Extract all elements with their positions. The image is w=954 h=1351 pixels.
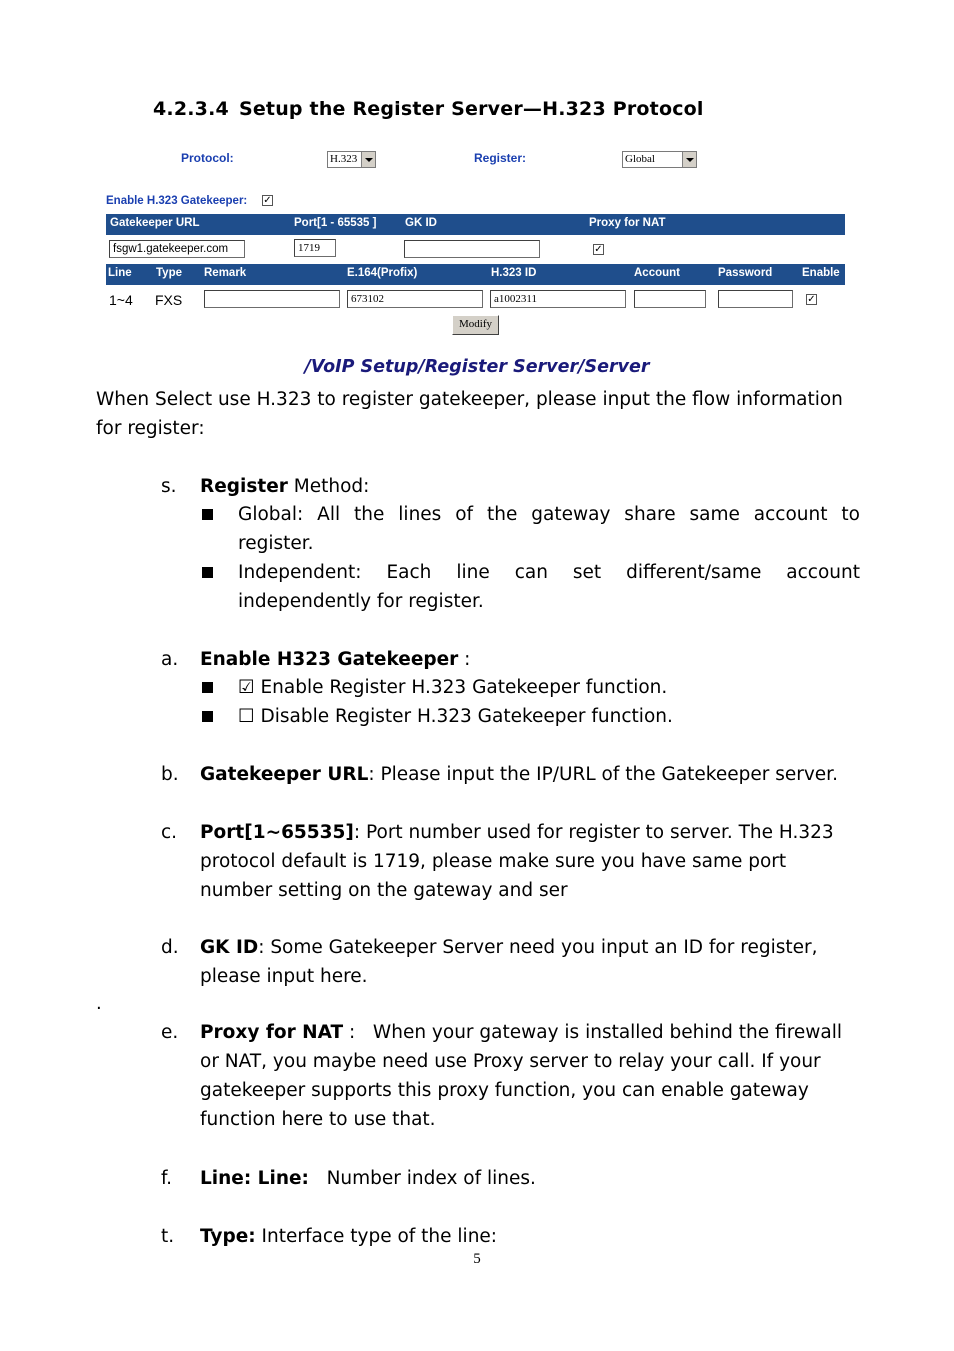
item-term: Enable H323 Gatekeeper — [200, 649, 459, 670]
remark-input[interactable] — [204, 290, 340, 308]
item-text: Interface type of the line: — [255, 1226, 498, 1247]
item-text: Number index of lines. — [326, 1168, 536, 1189]
line-header-bar — [106, 264, 845, 285]
col-type: Type — [156, 267, 182, 279]
item-term: Line: Line: — [200, 1168, 309, 1189]
item-marker: c. — [161, 822, 178, 843]
register-server-panel — [105, 143, 847, 343]
col-e164: E.164(Profix) — [347, 267, 418, 279]
col-remark: Remark — [204, 267, 247, 279]
col-gk-id: GK ID — [405, 217, 437, 229]
col-account: Account — [634, 267, 680, 279]
item-separator: : — [343, 1022, 356, 1043]
gk-id-input[interactable] — [404, 240, 540, 258]
protocol-select[interactable] — [327, 151, 376, 168]
col-gatekeeper-url: Gatekeeper URL — [110, 217, 200, 229]
protocol-select-value: H.323 — [330, 153, 358, 165]
item-text: : Port number used for register to server. The H.323 protocol default is 1719, please make sure you have same port number setting on the gateway and ser — [200, 822, 834, 901]
stray-dot: . — [96, 993, 102, 1014]
line-cell: 1~4 — [109, 292, 133, 308]
chevron-down-icon — [361, 152, 375, 167]
gatekeeper-url-input[interactable]: fsgw1.gatekeeper.com — [109, 240, 245, 258]
enable-gatekeeper-checkbox[interactable] — [262, 195, 273, 206]
item-term: Gatekeeper URL — [200, 764, 369, 785]
line-enable-checkbox[interactable] — [806, 294, 817, 305]
check-icon: ✓ — [263, 195, 272, 206]
h323-id-input[interactable]: a1002311 — [490, 290, 626, 308]
type-cell: FXS — [155, 292, 183, 308]
section-number: 4.2.3.4 — [153, 98, 229, 120]
proxy-nat-checkbox[interactable] — [593, 244, 604, 255]
register-select-value: Global — [625, 153, 655, 165]
bullet-text: ☐ Disable Register H.323 Gatekeeper function. — [238, 706, 673, 727]
item-term: Type: — [200, 1226, 256, 1247]
port-input[interactable]: 1719 — [294, 239, 336, 257]
gatekeeper-header-bar — [106, 214, 845, 235]
account-input[interactable] — [634, 290, 706, 308]
bullet-text: Global: All the lines of the gateway share same account to register. — [238, 504, 860, 554]
col-line: Line — [108, 267, 132, 279]
register-select[interactable] — [622, 151, 697, 168]
modify-button[interactable]: Modify — [452, 315, 499, 335]
e164-input[interactable]: 673102 — [347, 290, 483, 308]
bullet-square-icon — [202, 711, 213, 722]
password-input[interactable] — [718, 290, 793, 308]
bullet-square-icon — [202, 509, 213, 520]
item-text: Method: — [287, 476, 370, 497]
check-icon: ✓ — [594, 244, 603, 255]
item-marker: a. — [161, 649, 179, 670]
col-proxy-nat: Proxy for NAT — [589, 217, 666, 229]
col-password: Password — [718, 267, 773, 279]
item-term: Proxy for NAT — [200, 1022, 344, 1043]
col-h323-id: H.323 ID — [491, 267, 537, 279]
item-text: : — [458, 649, 471, 670]
intro-paragraph: When Select use H.323 to register gatekeeper, please input the flow information for register: — [96, 389, 843, 439]
item-marker: b. — [161, 764, 179, 785]
item-marker: e. — [161, 1022, 179, 1043]
col-enable: Enable — [802, 267, 840, 279]
section-heading — [153, 98, 704, 120]
enable-gatekeeper-label: Enable H.323 Gatekeeper: — [106, 195, 248, 207]
bullet-square-icon — [202, 682, 213, 693]
item-text: : Please input the IP/URL of the Gatekeeper server. — [368, 764, 838, 785]
item-marker: t. — [161, 1226, 175, 1247]
protocol-label: Protocol: — [181, 151, 234, 165]
col-port: Port[1 - 65535 ] — [294, 217, 377, 229]
item-marker: f. — [161, 1168, 173, 1189]
page-number: 5 — [473, 1251, 481, 1267]
item-marker: d. — [161, 937, 179, 958]
item-text: When your gateway is installed behind the firewall or NAT, you maybe need use Proxy server to relay your call. If your gatekeeper supports this proxy function, you can enable gateway function here to use that. — [200, 1022, 843, 1130]
bullet-square-icon — [202, 567, 213, 578]
item-term: GK ID — [200, 937, 259, 958]
section-title: Setup the Register Server—H.323 Protocol — [238, 98, 704, 120]
item-term: Port[1~65535] — [200, 822, 354, 843]
figure-caption: /VoIP Setup/Register Server/Server — [304, 357, 650, 377]
bullet-text: ☑ Enable Register H.323 Gatekeeper function. — [238, 677, 668, 698]
item-text: : Some Gatekeeper Server need you input an ID for register, please input here. — [200, 937, 818, 987]
item-marker: s. — [161, 476, 177, 497]
check-icon: ✓ — [807, 294, 816, 305]
item-term: Register — [200, 476, 288, 497]
bullet-text: Independent: Each line can set different/same account independently for register. — [238, 562, 860, 612]
chevron-down-icon — [682, 152, 696, 167]
register-label: Register: — [474, 151, 527, 165]
